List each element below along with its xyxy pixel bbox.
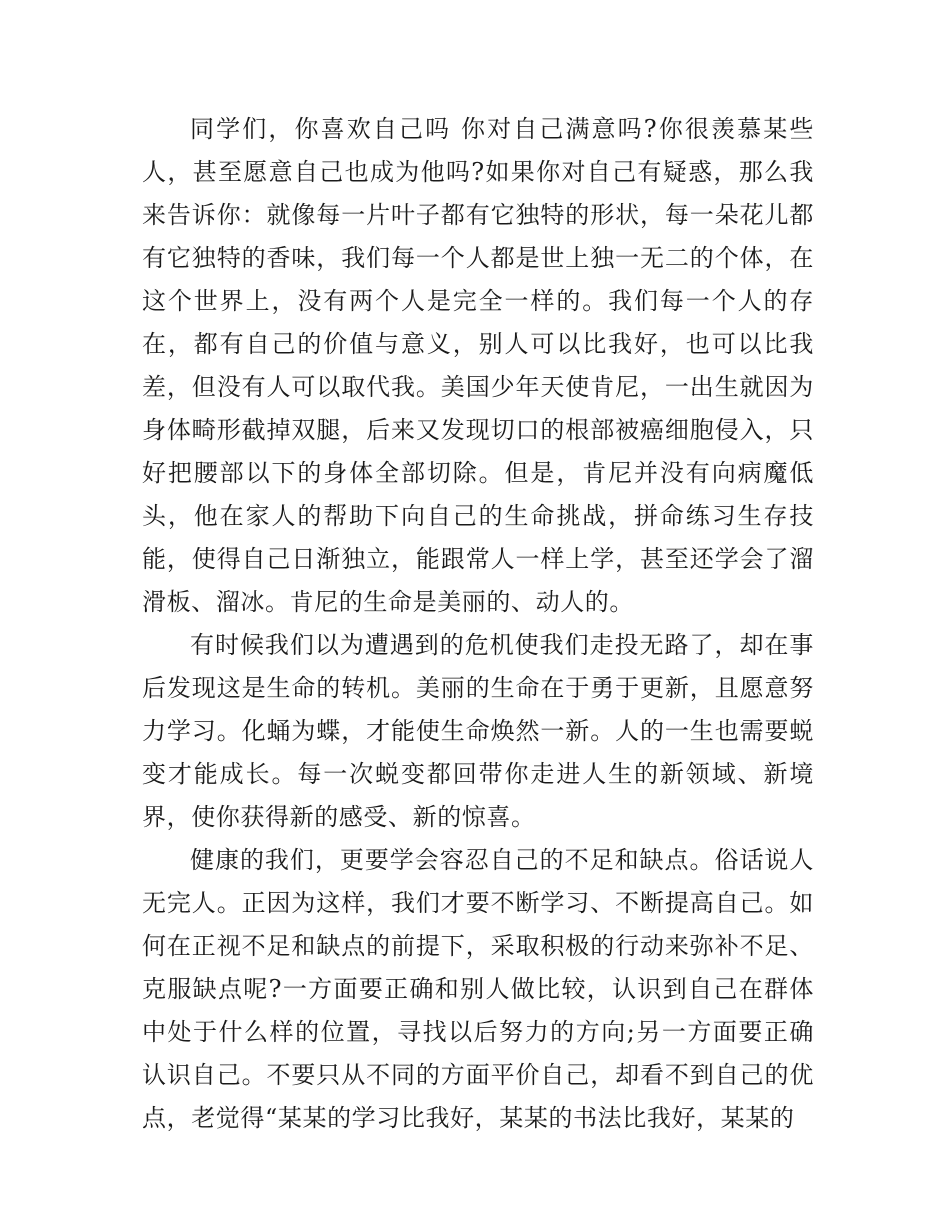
document-body xyxy=(142,108,814,1140)
paragraph-1: 同学们，你喜欢自己吗 你对自己满意吗?你很羡慕某些人，甚至愿意自己也成为他吗?如果你对自己有疑惑，那么我来告诉你：就像每一片叶子都有它独特的形状，每一朵花儿都有它独特的香味，我们每一个人都是世上独一无二的个体，在这个世界上，没有两个人是完全一样的。我们每一个人的存在，都有自己的价值与意义，别人可以比我好，也可以比我差，但没有人可以取代我。美国少年天使肯尼，一出生就因为身体畸形截掉双腿，后来又发现切口的根部被癌细胞侵入，只好把腰部以下的身体全部切除。但是，肯尼并没有向病魔低头，他在家人的帮助下向自己的生命挑战，拼命练习生存技能，使得自己日渐独立，能跟常人一样上学，甚至还学会了溜滑板、溜冰。肯尼的生命是美丽的、动人的。 xyxy=(142,115,814,616)
paragraph-2: 有时候我们以为遭遇到的危机使我们走投无路了，却在事后发现这是生命的转机。美丽的生命在于勇于更新，且愿意努力学习。化蛹为蝶，才能使生命焕然一新。人的一生也需要蜕变才能成长。每一次蜕变都回带你走进人生的新领域、新境界，使你获得新的感受、新的惊喜。 xyxy=(142,631,814,831)
paragraph-3: 健康的我们，更要学会容忍自己的不足和缺点。俗话说人无完人。正因为这样，我们才要不断学习、不断提高自己。如何在正视不足和缺点的前提下，采取积极的行动来弥补不足、克服缺点呢?一方面要正确和别人做比较，认识到自己在群体中处于什么样的位置，寻找以后努力的方向;另一方面要正确认识自己。不要只从不同的方面平价自己，却看不到自己的优点，老觉得“某某的学习比我好，某某的书法比我好，某某的 xyxy=(142,846,814,1132)
